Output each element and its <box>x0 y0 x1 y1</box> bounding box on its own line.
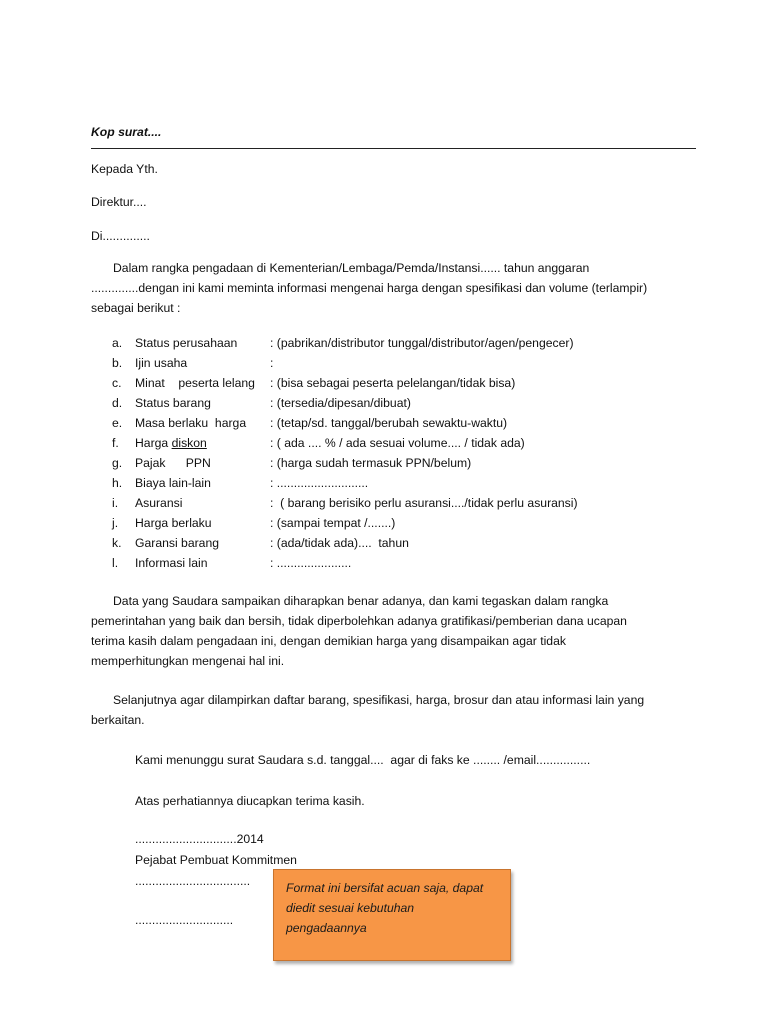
signature-date: ..............................2014 <box>135 832 264 846</box>
note-callout <box>273 869 511 961</box>
intro-line: sebagai berikut : <box>91 301 181 315</box>
header-rule <box>91 148 696 149</box>
intro-line: ..............dengan ini kami meminta informasi mengenai harga dengan spesifikasi dan volume (terlampir) <box>91 281 648 295</box>
note-line: pengadaannya <box>286 921 367 935</box>
note-line: diedit sesuai kebutuhan <box>286 901 415 915</box>
paragraph-attachments: Selanjutnya agar dilampirkan daftar barang, spesifikasi, harga, brosur dan atau informasi lain yang berkaitan. <box>91 693 645 727</box>
signature-name-line: .................................. <box>135 874 251 888</box>
intro-line: Dalam rangka pengadaan di Kementerian/Lembaga/Pemda/Instansi...... tahun anggaran <box>113 261 590 275</box>
recipient-location: Di.............. <box>91 229 150 243</box>
paragraph-data-statement: Data yang Saudara sampaikan diharapkan benar adanya, dan kami tegaskan dalam rangka pemerintahan yang baik dan bersih, tidak diperbolehkan adanya gratifikasi/pemberian dana ucapan terima kasih dalam pengadaan ini, dengan demikian harga yang disampaikan agar tidak memperhitungkan mengenai hal ini. <box>91 594 627 668</box>
paragraph-await-reply: Kami menunggu surat Saudara s.d. tanggal.... agar di faks ke ........ /email................ <box>135 753 591 767</box>
letterhead: Kop surat.... <box>91 125 162 139</box>
recipient-salutation: Kepada Yth. <box>91 162 158 176</box>
intro-paragraph <box>91 258 696 318</box>
signature-id-line: ............................. <box>135 913 234 927</box>
closing-thanks: Atas perhatiannya diucapkan terima kasih. <box>135 794 365 808</box>
underlined-word: diskon <box>171 436 207 450</box>
note-line: Format ini bersifat acuan saja, dapat <box>286 881 484 895</box>
signature-title: Pejabat Pembuat Kommitmen <box>135 853 297 867</box>
recipient-director: Direktur.... <box>91 195 147 209</box>
